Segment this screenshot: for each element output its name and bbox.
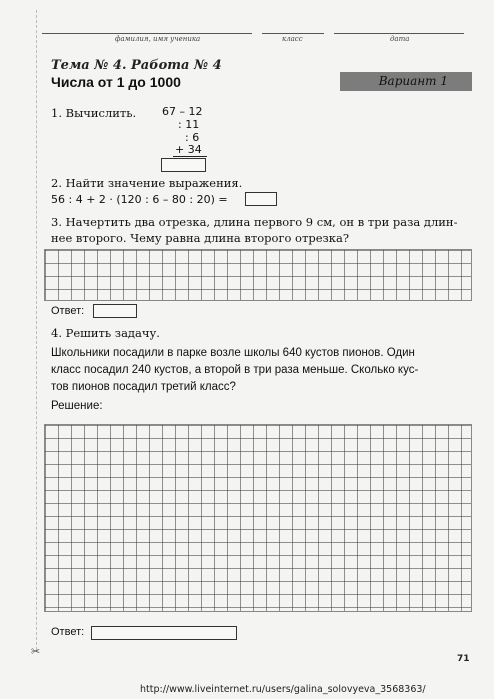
student-name-line bbox=[42, 33, 252, 34]
task1-step-2: : 11 bbox=[178, 118, 200, 131]
scissor-icon: ✂ bbox=[31, 645, 41, 658]
task4-answer-box[interactable] bbox=[91, 626, 237, 640]
cut-line bbox=[36, 10, 37, 650]
task1-label: 1. Вычислить. bbox=[51, 106, 137, 120]
answer-label-2: Ответ: bbox=[51, 626, 85, 638]
task2-label: 2. Найти значение выражения. bbox=[51, 176, 243, 190]
task3-line-2: нее второго. Чему равна длина второго отрезка? bbox=[51, 231, 349, 245]
task1-step-1: 67 – 12 bbox=[162, 105, 203, 118]
task4-line-1: Школьники посадили в парке возле школы 640 кустов пионов. Один bbox=[51, 347, 415, 359]
student-name-caption: фамилия, имя ученика bbox=[115, 35, 201, 43]
class-line bbox=[262, 33, 324, 34]
class-caption: класс bbox=[282, 35, 303, 43]
task2-answer-box[interactable] bbox=[245, 192, 277, 206]
topic-title: Тема № 4. Работа № 4 bbox=[51, 58, 222, 73]
task1-step-4: + 34 bbox=[175, 143, 202, 156]
task3-grid[interactable] bbox=[44, 249, 472, 301]
task1-underline bbox=[173, 156, 207, 157]
answer-label-1: Ответ: bbox=[51, 305, 85, 317]
date-line bbox=[334, 33, 464, 34]
task4-line-2: класс посадил 240 кустов, а второй в три раза меньше. Сколько кус- bbox=[51, 364, 419, 376]
solution-grid[interactable] bbox=[44, 424, 472, 612]
task4-label: 4. Решить задачу. bbox=[51, 326, 160, 340]
task1-step-3: : 6 bbox=[185, 131, 200, 144]
watermark-url: http://www.liveinternet.ru/users/galina_solovyeva_3568363/ bbox=[140, 684, 426, 695]
variant-badge: Вариант 1 bbox=[340, 72, 472, 91]
date-caption: дата bbox=[390, 35, 410, 43]
page-title: Числа от 1 до 1000 bbox=[51, 74, 181, 90]
task4-line-3: тов пионов посадил третий класс? bbox=[51, 381, 236, 393]
solution-label: Решение: bbox=[51, 400, 103, 412]
task2-expression: 56 : 4 + 2 · (120 : 6 – 80 : 20) = bbox=[51, 193, 228, 206]
task1-answer-box[interactable] bbox=[161, 158, 206, 172]
task3-answer-box[interactable] bbox=[93, 304, 137, 318]
page-number: 71 bbox=[457, 654, 470, 664]
task3-line-1: 3. Начертить два отрезка, длина первого 9 см, он в три раза длин- bbox=[51, 215, 458, 229]
